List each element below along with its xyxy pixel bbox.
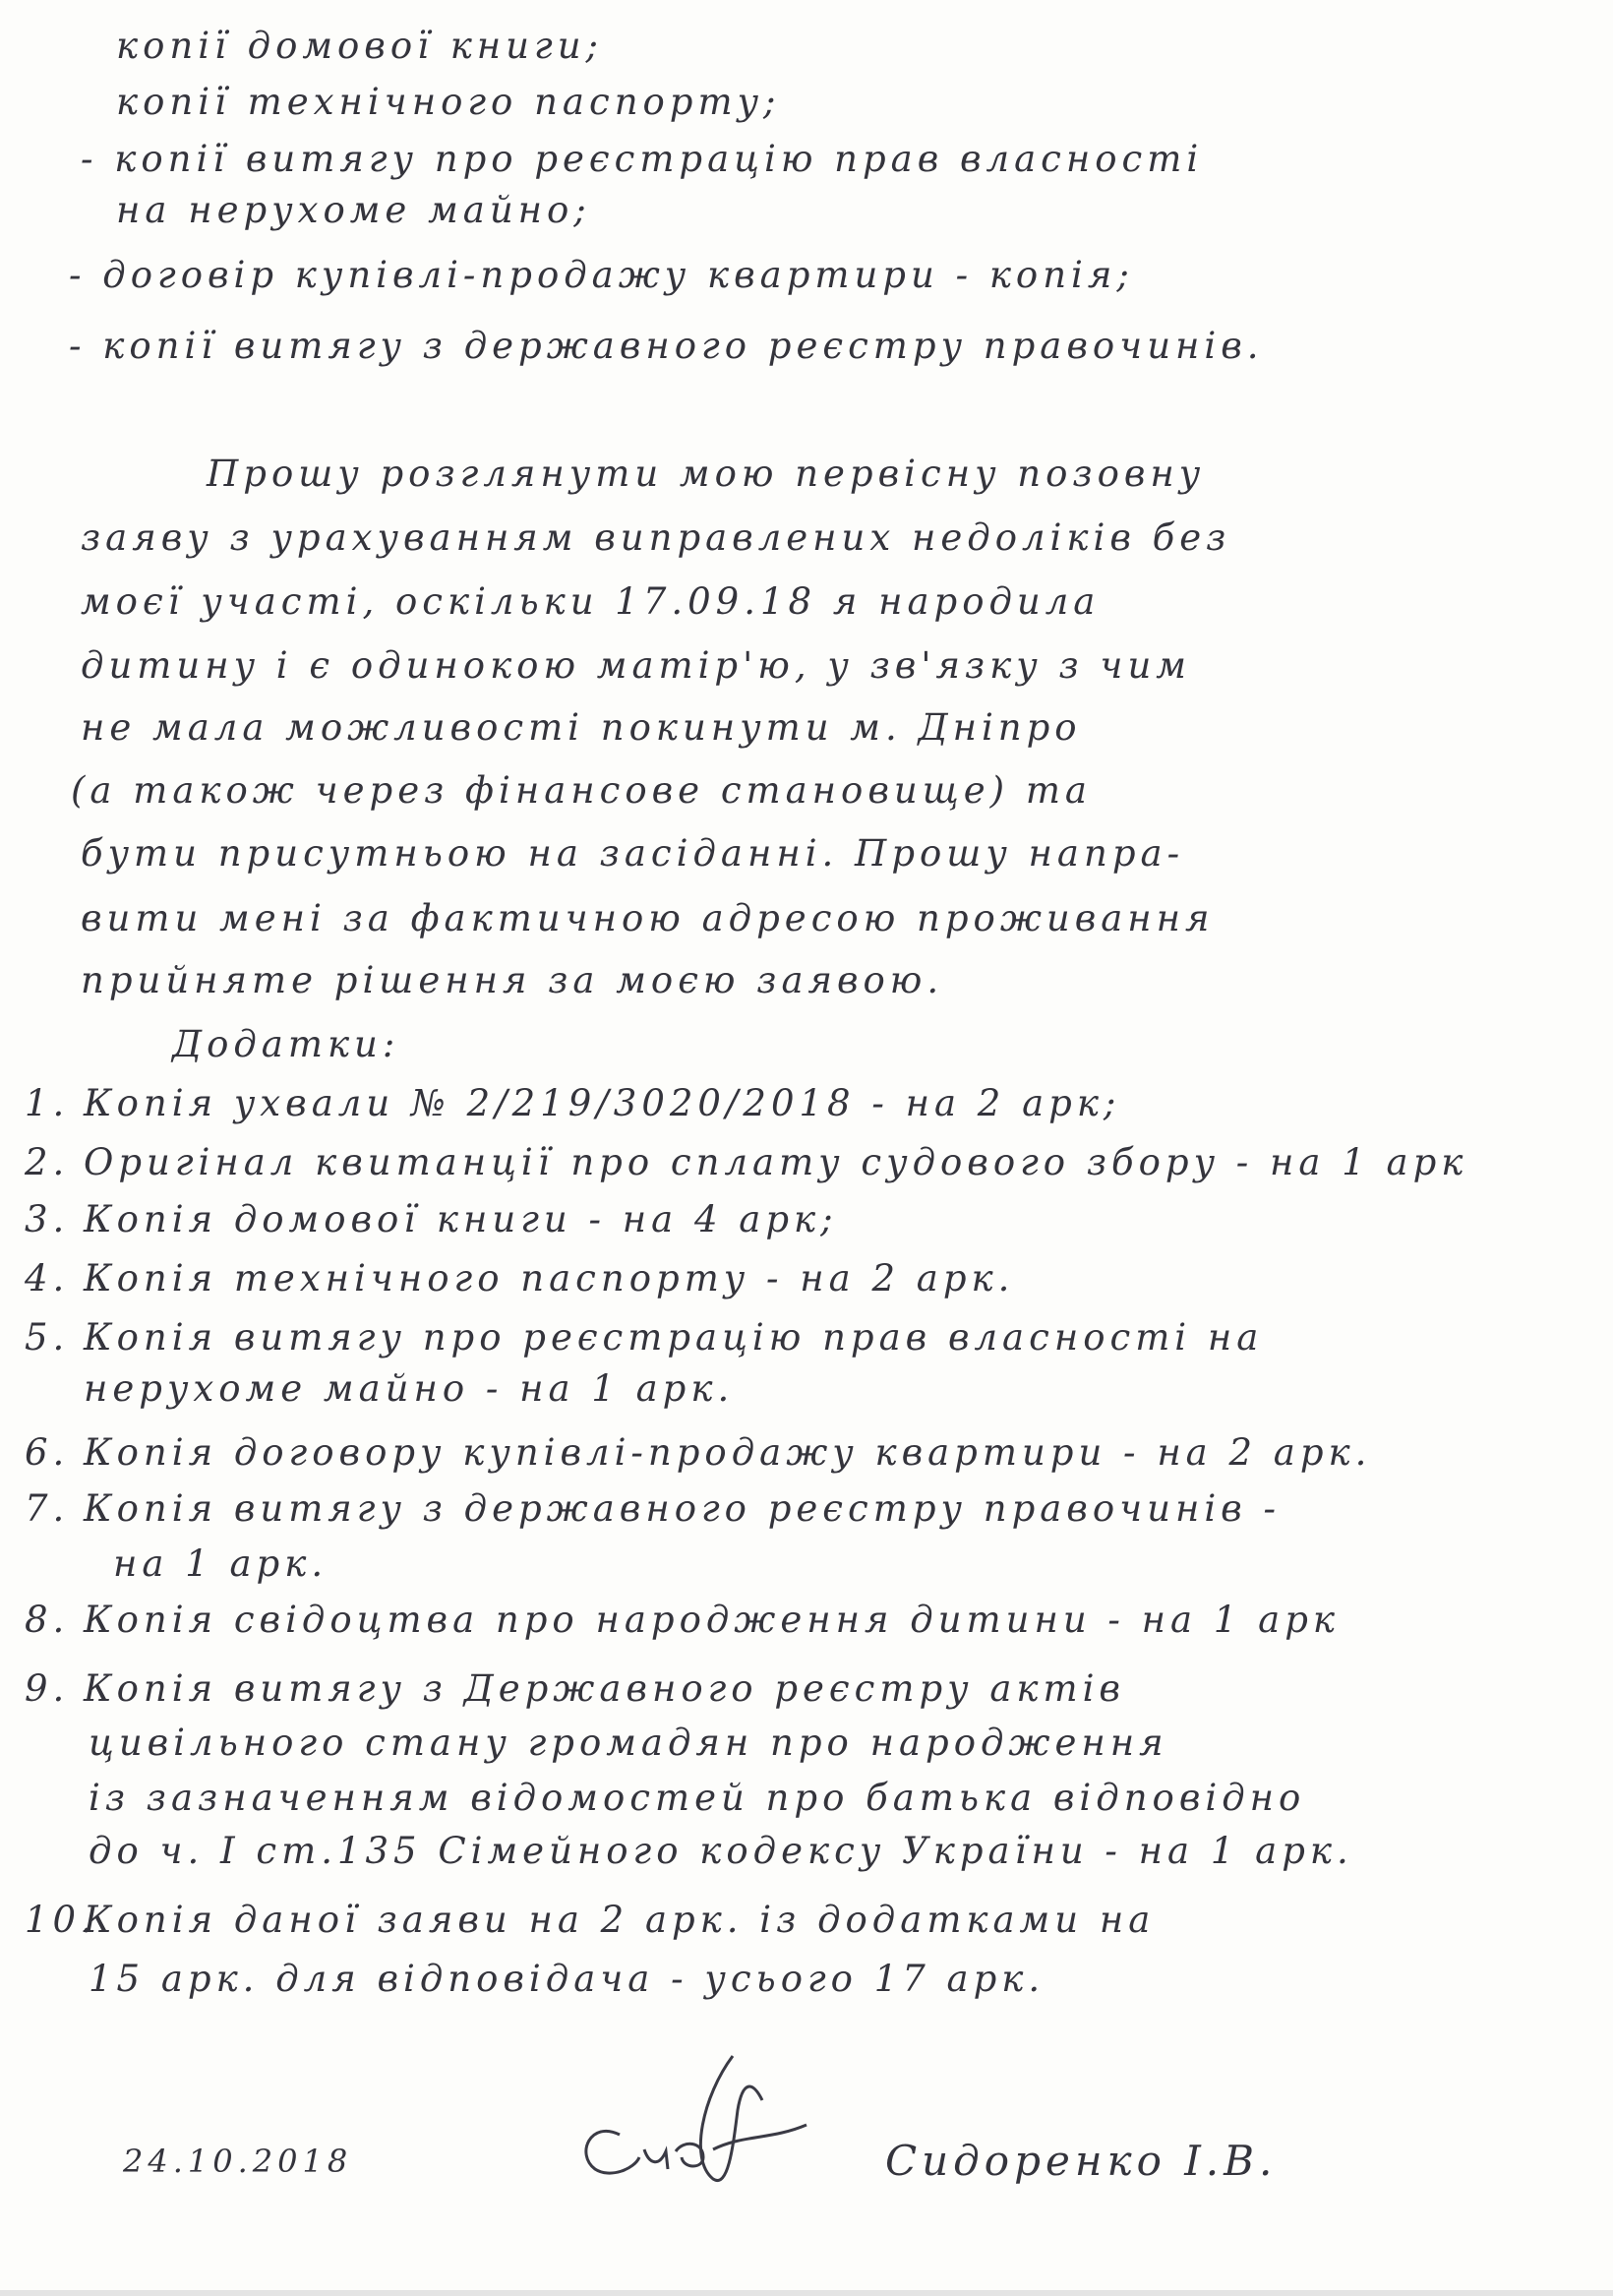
attachment-number: 9. [25, 1667, 70, 1710]
doc-line: - договір купівлі-продажу квартири - копія; [69, 254, 1134, 296]
doc-line: на нерухоме майно; [116, 189, 591, 231]
attachment-item [25, 1141, 1467, 1183]
signature-mark [566, 2041, 821, 2189]
attachment-number: 7. [25, 1487, 70, 1530]
attachment-text: Копія витягу про реєстрацію прав власності на [84, 1316, 1264, 1359]
attachment-item [25, 1667, 1125, 1710]
attachment-item [25, 1599, 1340, 1641]
doc-line: - копії витягу про реєстрацію прав власності [81, 138, 1204, 180]
attachment-item [25, 1257, 1014, 1299]
doc-line: (а також через фінансове становище) та [71, 769, 1092, 812]
attachment-number: 8. [25, 1599, 70, 1641]
attachment-item [25, 1082, 1120, 1124]
doc-line: не мала можливості покинути м. Дніпро [81, 706, 1082, 749]
attachment-number: 4. [25, 1257, 70, 1299]
attachment-text: Копія домової книги - на 4 арк; [84, 1198, 838, 1240]
attachment-number: 5. [25, 1316, 70, 1359]
attachment-text: Копія даної заяви на 2 арк. із додатками на [84, 1899, 1156, 1941]
attachment-item [25, 1431, 1371, 1474]
attachment-text: Копія витягу з державного реєстру правочинів - [84, 1487, 1281, 1530]
attachment-item [25, 1899, 1155, 1941]
attachment-text: Копія свідоцтва про народження дитини - на 1 арк [84, 1599, 1341, 1641]
attachment-number: 6. [25, 1431, 70, 1474]
attachment-continuation: із зазначенням відомостей про батька відповідно [89, 1777, 1306, 1819]
scan-edge [0, 2290, 1613, 2296]
doc-line: - копії витягу з державного реєстру правочинів. [69, 325, 1264, 367]
attachment-continuation: на 1 арк. [113, 1542, 329, 1585]
doc-line: копії технічного паспорту; [116, 81, 781, 123]
doc-line: вити мені за фактичною адресою проживання [81, 897, 1215, 939]
attachment-text: Копія технічного паспорту - на 2 арк. [84, 1257, 1015, 1299]
attachment-item [25, 1487, 1281, 1530]
attachment-item [25, 1198, 838, 1240]
doc-line: моєї участі, оскільки 17.09.18 я народила [81, 580, 1101, 623]
attachment-continuation: нерухоме майно - на 1 арк. [84, 1367, 735, 1410]
attachment-text: Копія ухвали № 2/219/3020/2018 - на 2 арк; [84, 1082, 1121, 1124]
attachment-item [25, 1316, 1263, 1359]
attachment-number: 3. [25, 1198, 70, 1240]
doc-line: заяву з урахуванням виправлених недоліків без [81, 516, 1231, 559]
attachment-number: 1. [25, 1082, 70, 1124]
attachment-text: Копія договору купівлі-продажу квартири - на 2 арк. [84, 1431, 1372, 1474]
document-date: 24.10.2018 [123, 2143, 353, 2180]
doc-line: копії домової книги; [116, 25, 604, 67]
attachment-text: Копія витягу з Державного реєстру актів [84, 1667, 1125, 1710]
doc-line: прийняте рішення за моєю заявою. [81, 959, 944, 1001]
attachment-continuation: цивільного стану громадян про народження [89, 1722, 1168, 1764]
attachments-title: Додатки: [172, 1023, 400, 1065]
attachment-number: 2. [25, 1141, 70, 1183]
attachment-text: Оригінал квитанції про сплату судового збору - на 1 арк [84, 1141, 1468, 1183]
attachment-continuation: 15 арк. для відповідача - усього 17 арк. [89, 1958, 1045, 2000]
signature-name: Сидоренко І.В. [885, 2137, 1278, 2185]
attachment-number: 10. [25, 1899, 97, 1941]
doc-line: Прошу розглянути мою первісну позовну [207, 453, 1206, 495]
attachment-continuation: до ч. I ст.135 Сімейного кодексу України - на 1 арк. [89, 1830, 1353, 1872]
doc-line: бути присутньою на засіданні. Прошу напра- [81, 832, 1185, 875]
doc-line: дитину і є одинокою матір'ю, у зв'язку з чим [81, 644, 1191, 687]
